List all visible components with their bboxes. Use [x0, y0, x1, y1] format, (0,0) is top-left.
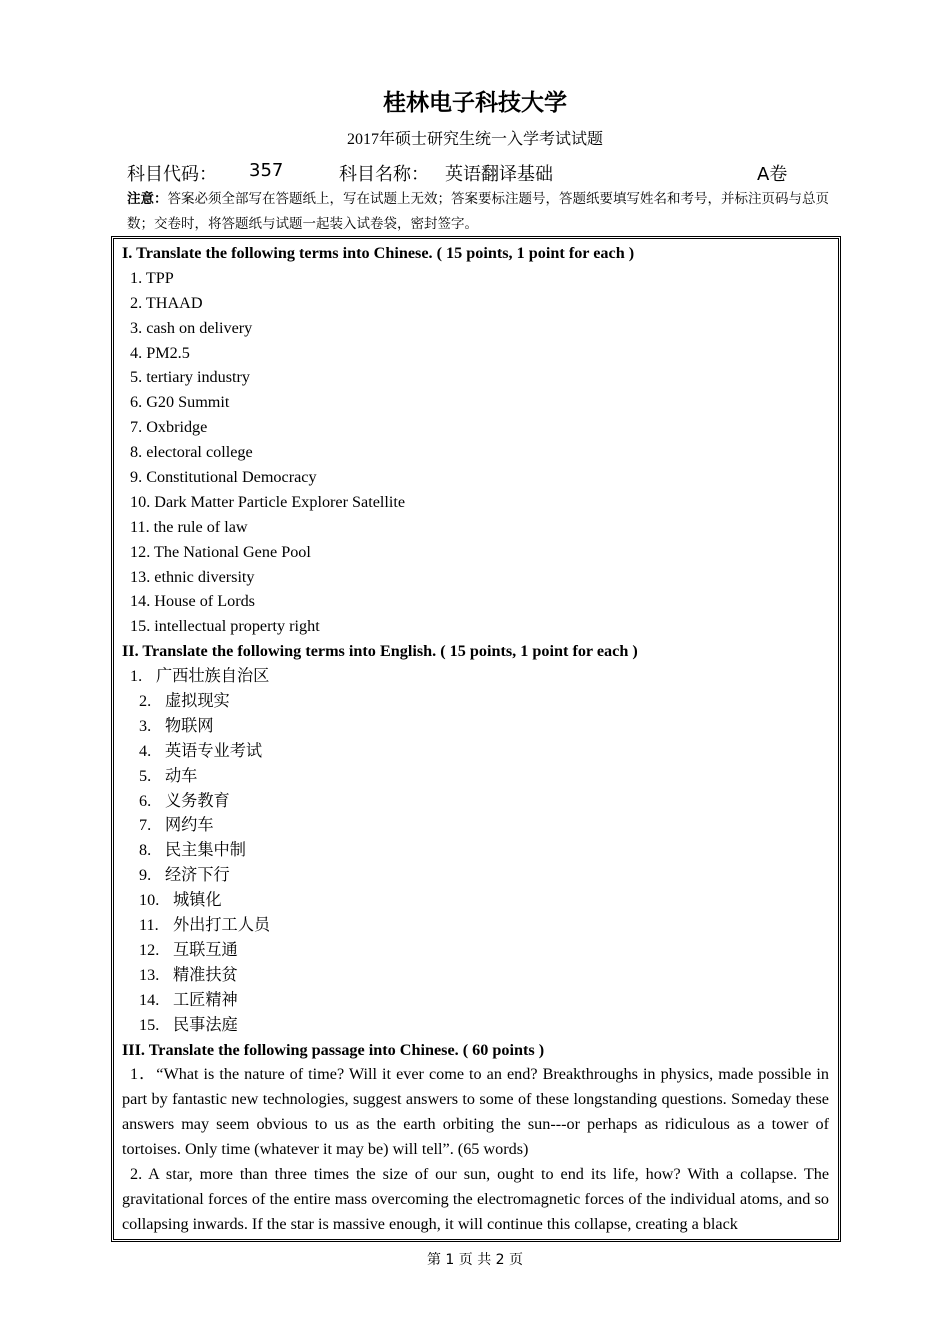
section1-item: 5. tertiary industry: [130, 368, 251, 387]
section1-item: 3. cash on delivery: [130, 318, 253, 337]
section1-item: 7. Oxbridge: [130, 418, 208, 437]
section1-heading: I. Translate the following terms into Chinese. ( 15 points, 1 point for each ): [122, 244, 635, 262]
section1-item: 1. TPP: [130, 268, 174, 287]
section1-item: 14. House of Lords: [130, 592, 255, 611]
section2-item: [122, 863, 829, 888]
item-text: 英语专业考试: [165, 741, 263, 760]
item-number: 15.: [139, 1015, 160, 1034]
section2-item: [122, 664, 829, 689]
passage-2: 2. A star, more than three times the size of our sun, ought to end its life, how? With a collapse. The gravitational forces of the entire mass overcoming the electromagnetic forces of the individual atoms, and so collapsing inwards. If the star is massive enough, it will continue this collapse, creating a black: [122, 1165, 829, 1233]
item-text: 工匠精神: [173, 990, 238, 1009]
item-text: 义务教育: [165, 791, 230, 810]
item-number: 6.: [139, 791, 152, 810]
item-text: 城镇化: [173, 891, 222, 910]
item-text: 互联互通: [173, 940, 238, 959]
section1-item: 9. Constitutional Democracy: [130, 468, 317, 487]
item-number: 5.: [139, 766, 152, 785]
section2-item: [122, 838, 829, 863]
section1-item: 8. electoral college: [130, 443, 253, 462]
section2-item: [122, 714, 829, 739]
item-text: 精准扶贫: [173, 965, 238, 984]
item-text: 民事法庭: [173, 1015, 238, 1034]
page-footer: 第 1 页 共 2 页: [426, 1252, 524, 1268]
item-text: 网约车: [165, 816, 214, 835]
item-number: 11.: [139, 916, 159, 935]
item-number: 1.: [130, 667, 143, 686]
item-number: 2.: [139, 692, 152, 711]
item-number: 3.: [139, 716, 152, 735]
section2-item: [122, 813, 829, 838]
notice-text: 答案必须全部写在答题纸上，写在试题上无效；答案要标注题号，答题纸要填写姓名和考号，并标注页码与总页数；交卷时，将答题纸与试题一起装入试卷袋，密封签字。: [127, 191, 829, 232]
question-frame: [111, 236, 841, 1242]
subject-name: 英语翻译基础: [445, 164, 553, 185]
item-number: 10.: [139, 891, 160, 910]
section2-item: [122, 739, 829, 764]
section2-item: [122, 988, 829, 1013]
section1-item: 4. PM2.5: [130, 343, 190, 362]
section3-heading: III. Translate the following passage into Chinese. ( 60 points ): [122, 1040, 545, 1059]
item-text: 广西壮族自治区: [156, 667, 270, 686]
item-text: 物联网: [165, 716, 214, 735]
item-number: 9.: [139, 866, 152, 885]
section1-item: 2. THAAD: [130, 293, 203, 312]
section2-item: [122, 913, 829, 938]
item-number: 14.: [139, 990, 160, 1009]
section2-heading: II. Translate the following terms into English. ( 15 points, 1 point for each ): [122, 642, 638, 661]
section2-item: [122, 888, 829, 913]
subject-name-label: 科目名称：: [339, 164, 429, 185]
section2-item: [122, 689, 829, 714]
subject-code: 357: [249, 160, 284, 181]
item-text: 民主集中制: [165, 841, 246, 860]
section1-item: 11. the rule of law: [130, 517, 248, 536]
item-text: 外出打工人员: [173, 916, 271, 935]
item-number: 12.: [139, 940, 160, 959]
section1-item: 6. G20 Summit: [130, 393, 230, 412]
passage-1: 1．“What is the nature of time? Will it ever come to an end? Breakthroughs in physics, made possible in part by fantastic new technologies, suggest answers to some of these longstanding questions. Someday these answers may seem obvious to us as the earth orbiting the sun---or perhaps as ridiculous as a tower of tortoises. Only time (whatever it may be) will tell”. (65 words): [122, 1065, 829, 1159]
subject-code-label: 科目代码：: [127, 164, 217, 185]
section1-item: 13. ethnic diversity: [130, 567, 255, 586]
item-text: 动车: [165, 766, 198, 785]
section2-item: [122, 963, 829, 988]
item-number: 4.: [139, 741, 152, 760]
item-text: 经济下行: [165, 866, 230, 885]
item-number: 8.: [139, 841, 152, 860]
section1-item: 12. The National Gene Pool: [130, 542, 311, 561]
section2-item: [122, 938, 829, 963]
section2-item: [122, 1013, 829, 1038]
question-content: [122, 241, 829, 1237]
exam-notice: [127, 187, 832, 237]
item-text: 虚拟现实: [165, 692, 230, 711]
subject-line: [127, 160, 807, 186]
exam-subtitle: 2017年硕士研究生统一入学考试试题: [346, 131, 603, 148]
section2-item: [122, 764, 829, 789]
item-number: 13.: [139, 965, 160, 984]
section2-item: [122, 789, 829, 814]
notice-label: 注意：: [127, 191, 168, 207]
item-number: 7.: [139, 816, 152, 835]
paper-version: A卷: [757, 164, 788, 185]
section1-item: 10. Dark Matter Particle Explorer Satellite: [130, 492, 406, 511]
section1-item: 15. intellectual property right: [130, 617, 320, 636]
university-title: 桂林电子科技大学: [383, 90, 567, 116]
